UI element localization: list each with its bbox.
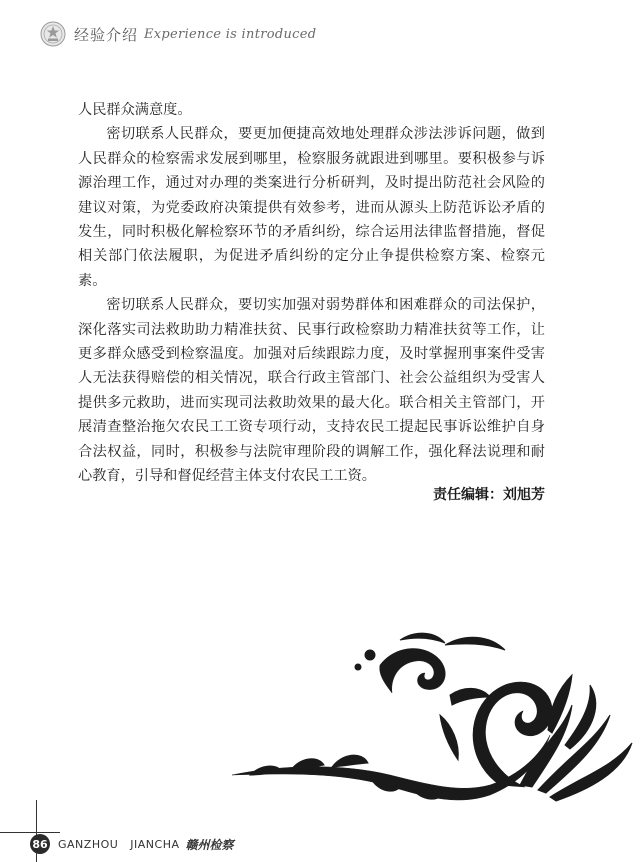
header-title-cn: 经验介绍	[74, 25, 139, 44]
footer-text-cn: 赣州检察	[185, 837, 234, 852]
article-paragraph: 密切联系人民群众，要切实加强对弱势群体和困难群众的司法保护，深化落实司法救助助力精准扶贫、民事行政检察助力精准扶贫等工作，让更多群众感受到检察温度。加强对后续跟踪力度，及时掌握刑事案件受害人无法获得赔偿的相关情况，联合行政主管部门、社会公益组织为受害人提供多元救助，进而实现司法救助效果的最大化。联合相关主管部门，开展清查整治拖欠农民工工资专项行动，支持农民工提起民事诉讼维护自身合法权益，同时，积极参与法院审理阶段的调解工作，强化释法说理和耐心教育，引导和督促经营主体支付农民工工资。	[78, 297, 545, 485]
footer-text-en-1: GANZHOU	[58, 837, 119, 851]
floral-ornament-icon	[220, 625, 642, 810]
header-title-en: Experience is introduced	[144, 26, 317, 42]
page-footer	[30, 833, 234, 855]
page-number: 86	[30, 834, 50, 854]
responsible-editor: 责任编辑：刘旭芳	[433, 487, 545, 503]
footer-text-en-2: JIANCHA	[130, 837, 180, 851]
article-paragraph: 密切联系人民群众，要更加便捷高效地处理群众涉法涉诉问题，做到人民群众的检察需求发展到哪里，检察服务就跟进到哪里。要积极参与诉源治理工作，通过对办理的类案进行分析研判，及时提出防范社会风险的建议对策，为党委政府决策提供有效参考，进而从源头上防范诉讼矛盾的发生，同时积极化解检察环节的矛盾纠纷，综合运用法律监督措施，督促相关部门依法履职，为促进矛盾纠纷的定分止争提供检察方案、检察元素。	[78, 126, 545, 289]
article-paragraph: 人民群众满意度。	[78, 102, 192, 118]
page-header	[40, 20, 316, 48]
article-body	[78, 98, 545, 489]
procuratorate-emblem-icon	[40, 21, 66, 47]
